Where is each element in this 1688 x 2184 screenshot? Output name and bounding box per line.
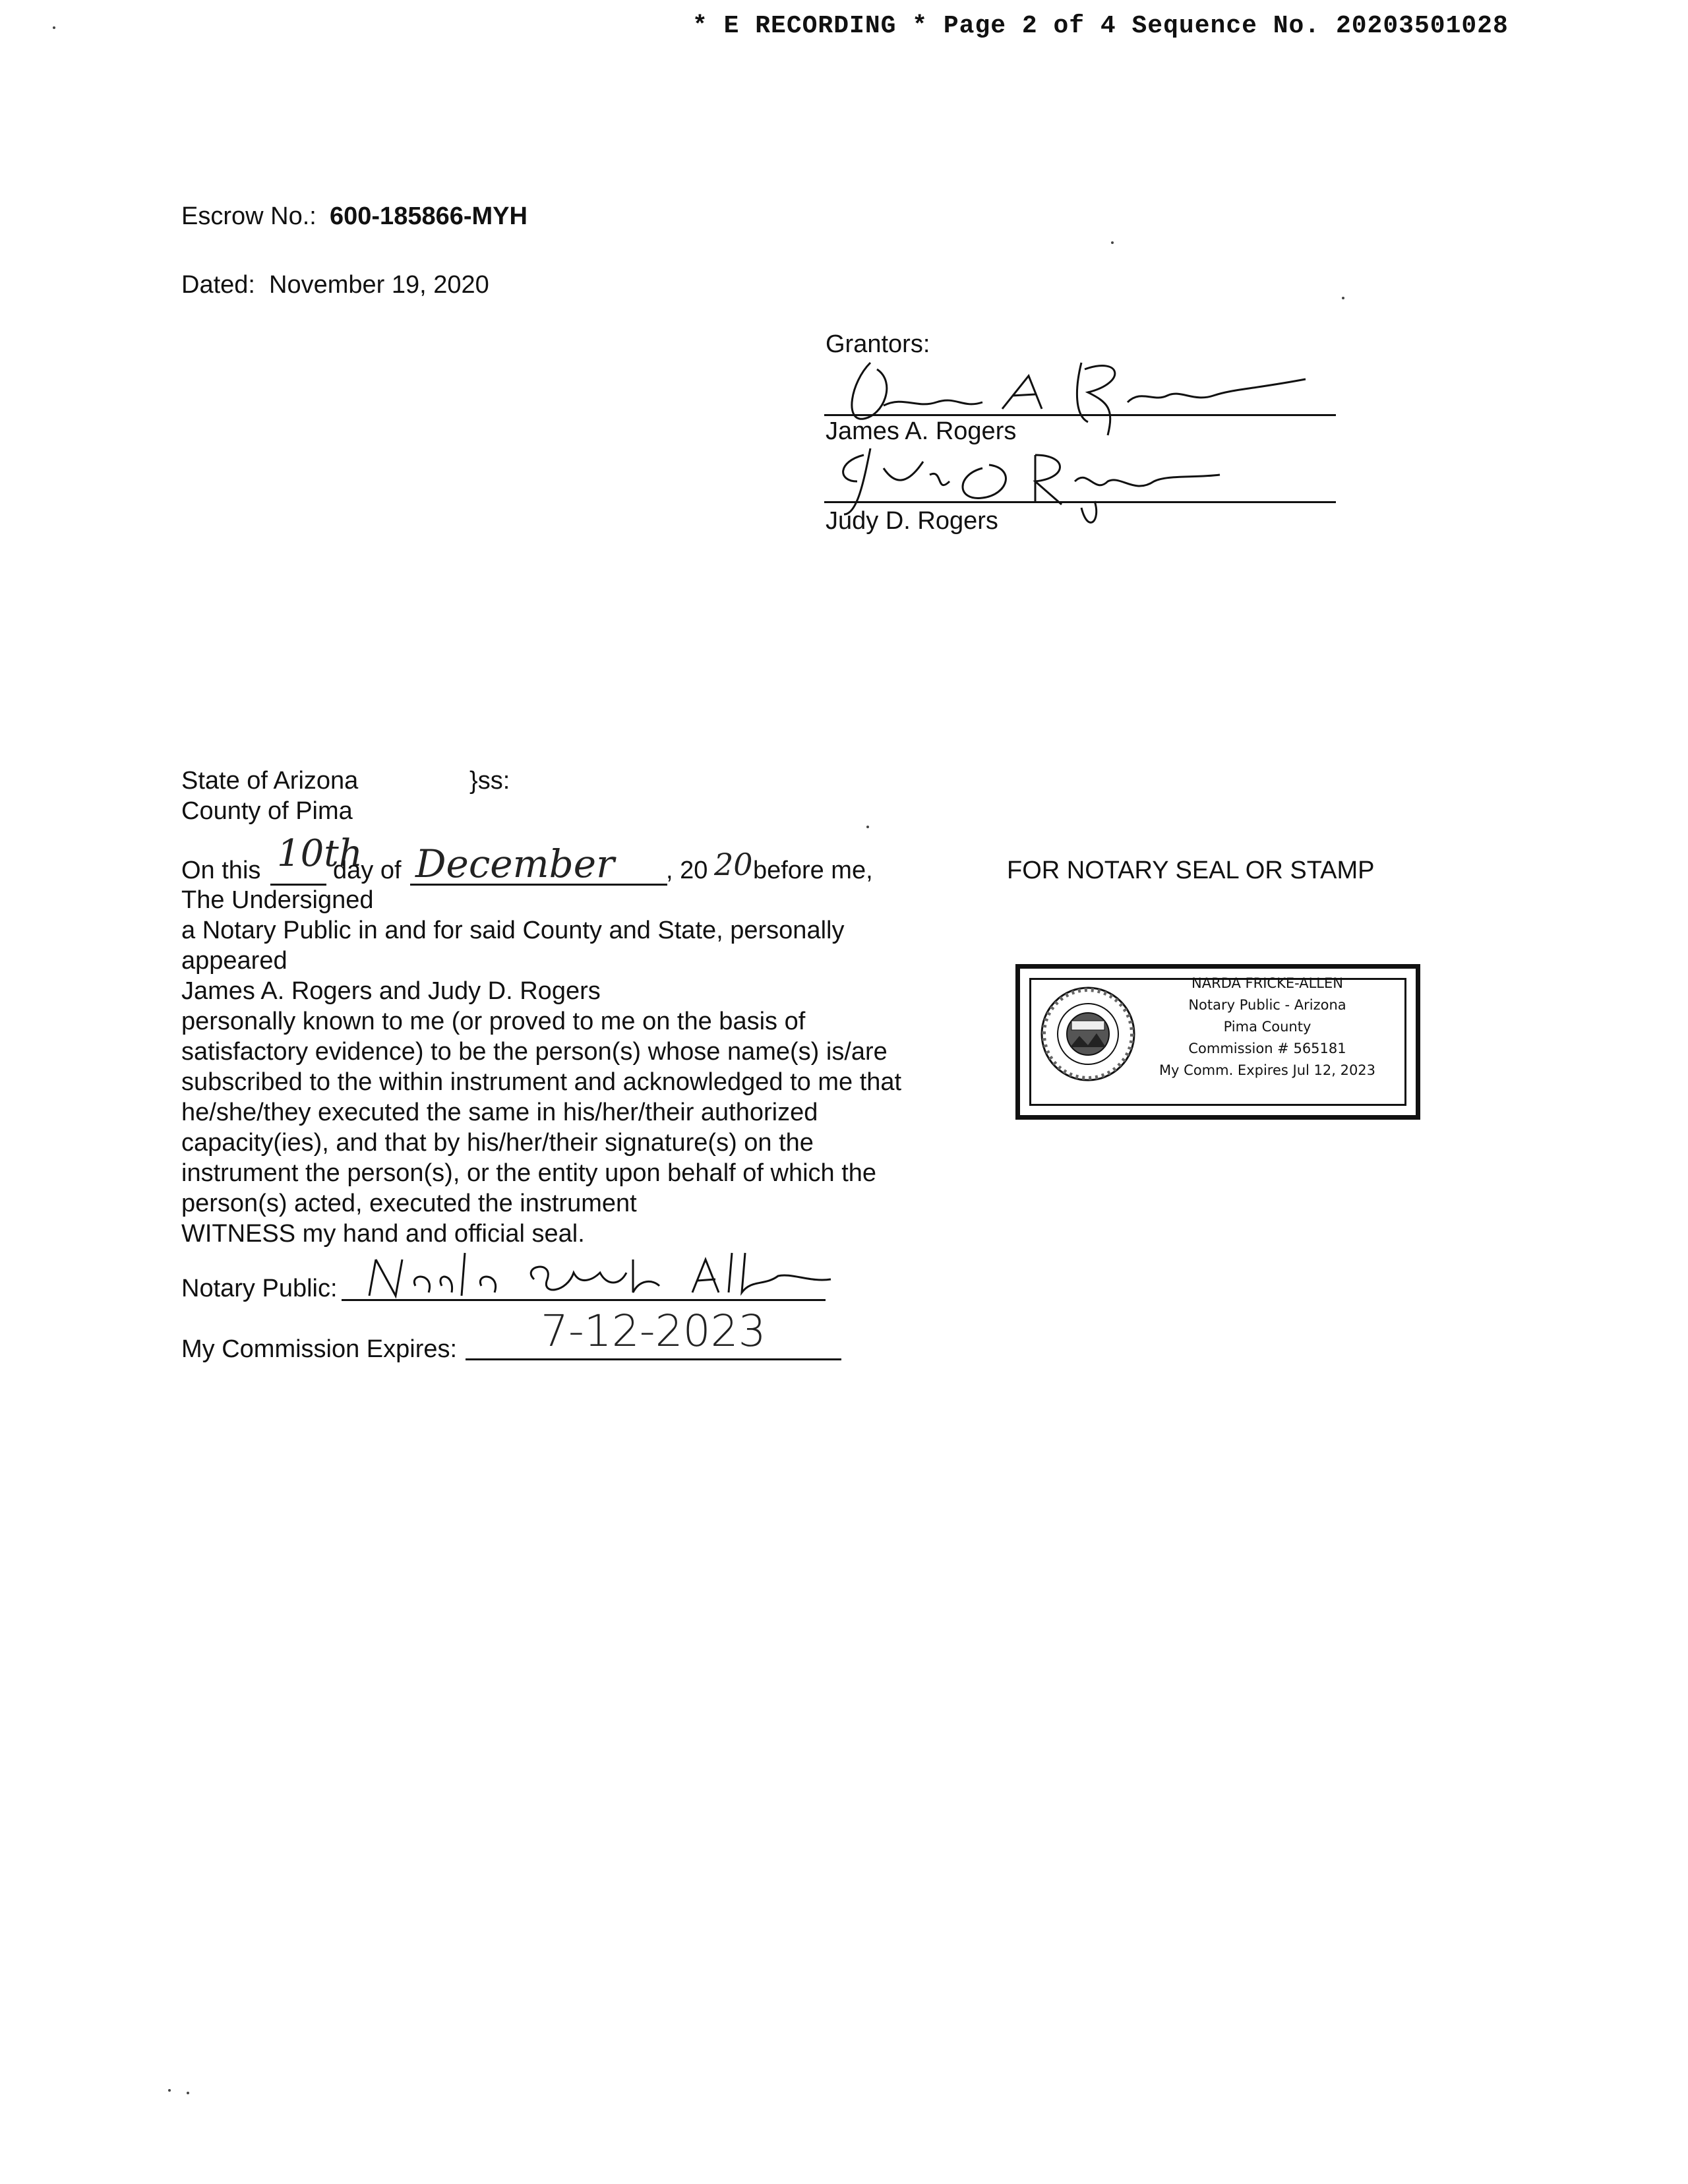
notary-signature-line bbox=[342, 1299, 826, 1301]
scan-speck bbox=[1111, 241, 1114, 244]
james-rogers-name: James A. Rogers bbox=[826, 417, 1017, 445]
scan-speck bbox=[866, 826, 869, 828]
ack-line-1: personally known to me (or proved to me on the basis of bbox=[181, 1008, 806, 1035]
ack-notary-line: a Notary Public in and for said County and State, personally bbox=[181, 917, 845, 944]
notary-signature bbox=[356, 1246, 831, 1306]
commission-expires-line bbox=[466, 1358, 841, 1360]
ack-persons: James A. Rogers and Judy D. Rogers bbox=[181, 977, 601, 1005]
arizona-state-seal-icon bbox=[1039, 985, 1137, 1083]
ack-line-3: subscribed to the within instrument and acknowledged to me that bbox=[181, 1068, 902, 1096]
judy-rogers-name: Judy D. Rogers bbox=[826, 507, 998, 535]
stamp-notary-name: NARDA FRICKE-ALLEN bbox=[1191, 975, 1343, 991]
judy-signature-line bbox=[824, 501, 1336, 503]
commission-expires-handwritten: 7-12-2023 bbox=[541, 1306, 766, 1356]
stamp-county: Pima County bbox=[1223, 1019, 1311, 1035]
day-handwritten: 10th bbox=[277, 832, 363, 875]
year-prefix: , 20 bbox=[666, 857, 708, 884]
ack-appeared: appeared bbox=[181, 947, 287, 975]
notary-stamp bbox=[1015, 964, 1420, 1120]
james-signature-line bbox=[824, 414, 1336, 416]
dated-value: November 19, 2020 bbox=[269, 271, 489, 299]
stamp-commission-expires: My Comm. Expires Jul 12, 2023 bbox=[1159, 1062, 1376, 1078]
on-this-text: On this bbox=[181, 857, 261, 884]
scan-speck bbox=[187, 2092, 189, 2094]
escrow-label: Escrow No.: bbox=[181, 202, 316, 230]
venue-state: State of Arizona bbox=[181, 767, 359, 795]
scan-speck bbox=[168, 2089, 171, 2092]
grantors-heading: Grantors: bbox=[826, 330, 930, 358]
scan-speck bbox=[1342, 297, 1344, 299]
before-me-text: before me, bbox=[753, 857, 873, 884]
dated-label: Dated: bbox=[181, 271, 255, 299]
month-handwritten: December bbox=[415, 841, 615, 886]
ack-line-5: capacity(ies), and that by his/her/their signature(s) on the bbox=[181, 1129, 814, 1157]
recording-header: * E RECORDING * Page 2 of 4 Sequence No. 20203501028 bbox=[692, 12, 1509, 40]
ack-line-4: he/she/they executed the same in his/her/their authorized bbox=[181, 1099, 818, 1126]
ack-line-2: satisfactory evidence) to be the person(s) whose name(s) is/are bbox=[181, 1038, 888, 1066]
ack-line-7: person(s) acted, executed the instrument bbox=[181, 1190, 637, 1217]
escrow-number: 600-185866-MYH bbox=[330, 202, 528, 230]
stamp-commission-number: Commission # 565181 bbox=[1188, 1041, 1346, 1056]
year-handwritten: 20 bbox=[714, 847, 753, 882]
commission-expires-label: My Commission Expires: bbox=[181, 1335, 458, 1363]
ack-undersigned: The Undersigned bbox=[181, 886, 374, 914]
ack-line-8: WITNESS my hand and official seal. bbox=[181, 1220, 585, 1248]
ack-line-6: instrument the person(s), or the entity upon behalf of which the bbox=[181, 1159, 877, 1187]
notary-public-label: Notary Public: bbox=[181, 1275, 338, 1302]
notary-stamp-text bbox=[1132, 973, 1402, 1081]
notary-seal-heading: FOR NOTARY SEAL OR STAMP bbox=[1007, 857, 1375, 884]
day-of-text: day of bbox=[333, 857, 402, 884]
stamp-notary-title: Notary Public - Arizona bbox=[1188, 997, 1346, 1013]
venue-county: County of Pima bbox=[181, 797, 353, 825]
scan-speck bbox=[53, 26, 55, 29]
venue-ss: }ss: bbox=[469, 767, 510, 795]
